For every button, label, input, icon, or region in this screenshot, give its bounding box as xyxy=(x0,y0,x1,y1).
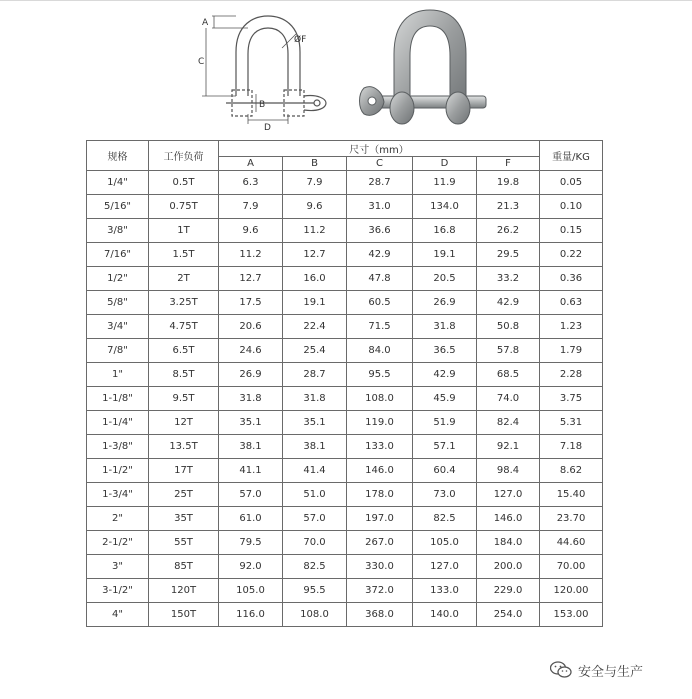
table-cell: 82.5 xyxy=(283,555,347,579)
table-cell: 47.8 xyxy=(347,267,413,291)
table-cell: 84.0 xyxy=(347,339,413,363)
table-cell: 9.6 xyxy=(219,219,283,243)
table-cell: 38.1 xyxy=(283,435,347,459)
table-cell: 11.9 xyxy=(413,171,477,195)
table-cell: 127.0 xyxy=(413,555,477,579)
table-cell: 1-3/8" xyxy=(87,435,149,459)
table-cell: 1.5T xyxy=(149,243,219,267)
table-cell: 7.9 xyxy=(219,195,283,219)
table-cell: 3.75 xyxy=(540,387,603,411)
table-body xyxy=(87,171,603,627)
header-load: 工作负荷 xyxy=(149,141,219,171)
table-row xyxy=(87,387,603,411)
shackle-diagram xyxy=(196,4,346,134)
header-size: 尺寸（mm） xyxy=(219,141,540,157)
table-cell: 0.36 xyxy=(540,267,603,291)
table-cell: 29.5 xyxy=(477,243,540,267)
table-cell: 50.8 xyxy=(477,315,540,339)
table-cell: 71.5 xyxy=(347,315,413,339)
table-cell: 25.4 xyxy=(283,339,347,363)
table-cell: 2.28 xyxy=(540,363,603,387)
table-row xyxy=(87,507,603,531)
top-divider xyxy=(0,0,692,1)
table-cell: 133.0 xyxy=(413,579,477,603)
table-row xyxy=(87,459,603,483)
table-cell: 7.9 xyxy=(283,171,347,195)
table-cell: 200.0 xyxy=(477,555,540,579)
table-cell: 74.0 xyxy=(477,387,540,411)
table-cell: 51.9 xyxy=(413,411,477,435)
table-cell: 267.0 xyxy=(347,531,413,555)
table-cell: 35.1 xyxy=(219,411,283,435)
table-cell: 31.8 xyxy=(413,315,477,339)
table-cell: 140.0 xyxy=(413,603,477,627)
table-cell: 36.6 xyxy=(347,219,413,243)
table-cell: 127.0 xyxy=(477,483,540,507)
table-cell: 108.0 xyxy=(283,603,347,627)
table-cell: 41.1 xyxy=(219,459,283,483)
table-cell: 7/8" xyxy=(87,339,149,363)
table-cell: 4.75T xyxy=(149,315,219,339)
table-cell: 60.5 xyxy=(347,291,413,315)
table-cell: 3/4" xyxy=(87,315,149,339)
table-cell: 3-1/2" xyxy=(87,579,149,603)
table-cell: 7/16" xyxy=(87,243,149,267)
table-cell: 35T xyxy=(149,507,219,531)
table-cell: 20.6 xyxy=(219,315,283,339)
table-cell: 57.0 xyxy=(283,507,347,531)
table-cell: 92.0 xyxy=(219,555,283,579)
table-cell: 5/16" xyxy=(87,195,149,219)
dim-a-label: A xyxy=(202,18,209,28)
table-cell: 13.5T xyxy=(149,435,219,459)
table-cell: 11.2 xyxy=(219,243,283,267)
table-cell: 3/8" xyxy=(87,219,149,243)
table-cell: 68.5 xyxy=(477,363,540,387)
table-cell: 95.5 xyxy=(347,363,413,387)
table-row xyxy=(87,267,603,291)
table-cell: 2-1/2" xyxy=(87,531,149,555)
table-row xyxy=(87,603,603,627)
table-cell: 17.5 xyxy=(219,291,283,315)
table-cell: 0.05 xyxy=(540,171,603,195)
table-cell: 31.8 xyxy=(219,387,283,411)
table-cell: 4" xyxy=(87,603,149,627)
table-cell: 42.9 xyxy=(477,291,540,315)
table-cell: 51.0 xyxy=(283,483,347,507)
table-cell: 146.0 xyxy=(477,507,540,531)
table-cell: 45.9 xyxy=(413,387,477,411)
table-cell: 22.4 xyxy=(283,315,347,339)
table-cell: 79.5 xyxy=(219,531,283,555)
table-cell: 2" xyxy=(87,507,149,531)
table-cell: 19.1 xyxy=(283,291,347,315)
table-cell: 16.8 xyxy=(413,219,477,243)
table-cell: 55T xyxy=(149,531,219,555)
header-col-b: B xyxy=(283,157,347,171)
table-cell: 17T xyxy=(149,459,219,483)
table-row xyxy=(87,219,603,243)
table-cell: 70.00 xyxy=(540,555,603,579)
table-cell: 178.0 xyxy=(347,483,413,507)
table-cell: 146.0 xyxy=(347,459,413,483)
table-row xyxy=(87,243,603,267)
table-cell: 184.0 xyxy=(477,531,540,555)
table-cell: 57.8 xyxy=(477,339,540,363)
table-cell: 35.1 xyxy=(283,411,347,435)
table-cell: 1/2" xyxy=(87,267,149,291)
table-cell: 1-1/2" xyxy=(87,459,149,483)
table-cell: 82.4 xyxy=(477,411,540,435)
table-cell: 254.0 xyxy=(477,603,540,627)
table-cell: 70.0 xyxy=(283,531,347,555)
table-cell: 3.25T xyxy=(149,291,219,315)
table-cell: 330.0 xyxy=(347,555,413,579)
table-cell: 5.31 xyxy=(540,411,603,435)
table-cell: 98.4 xyxy=(477,459,540,483)
table-cell: 108.0 xyxy=(347,387,413,411)
table-row xyxy=(87,555,603,579)
table-row xyxy=(87,483,603,507)
table-cell: 31.0 xyxy=(347,195,413,219)
table-row xyxy=(87,363,603,387)
table-cell: 0.63 xyxy=(540,291,603,315)
table-cell: 9.5T xyxy=(149,387,219,411)
header-col-c: C xyxy=(347,157,413,171)
table-cell: 21.3 xyxy=(477,195,540,219)
shackle-spec-table xyxy=(86,140,603,627)
table-cell: 85T xyxy=(149,555,219,579)
table-cell: 8.62 xyxy=(540,459,603,483)
table-cell: 105.0 xyxy=(219,579,283,603)
table-row xyxy=(87,531,603,555)
table-cell: 24.6 xyxy=(219,339,283,363)
table-cell: 119.0 xyxy=(347,411,413,435)
header-col-d: D xyxy=(413,157,477,171)
header-spec: 规格 xyxy=(87,141,149,171)
table-cell: 1.23 xyxy=(540,315,603,339)
header-col-f: F xyxy=(477,157,540,171)
table-cell: 15.40 xyxy=(540,483,603,507)
table-cell: 41.4 xyxy=(283,459,347,483)
table-cell: 5/8" xyxy=(87,291,149,315)
table-cell: 12T xyxy=(149,411,219,435)
table-cell: 0.5T xyxy=(149,171,219,195)
table-cell: 31.8 xyxy=(283,387,347,411)
table-cell: 38.1 xyxy=(219,435,283,459)
table-cell: 12.7 xyxy=(219,267,283,291)
table-cell: 16.0 xyxy=(283,267,347,291)
table-cell: 28.7 xyxy=(347,171,413,195)
table-cell: 57.1 xyxy=(413,435,477,459)
table-cell: 1T xyxy=(149,219,219,243)
table-cell: 9.6 xyxy=(283,195,347,219)
table-cell: 3" xyxy=(87,555,149,579)
table-cell: 23.70 xyxy=(540,507,603,531)
table-cell: 28.7 xyxy=(283,363,347,387)
table-cell: 153.00 xyxy=(540,603,603,627)
table-cell: 229.0 xyxy=(477,579,540,603)
table-row xyxy=(87,291,603,315)
table-cell: 26.2 xyxy=(477,219,540,243)
table-cell: 8.5T xyxy=(149,363,219,387)
table-cell: 61.0 xyxy=(219,507,283,531)
table-cell: 73.0 xyxy=(413,483,477,507)
header-col-a: A xyxy=(219,157,283,171)
dim-f-label: ØF xyxy=(294,35,307,45)
table-cell: 197.0 xyxy=(347,507,413,531)
table-cell: 0.15 xyxy=(540,219,603,243)
table-cell: 42.9 xyxy=(347,243,413,267)
table-cell: 95.5 xyxy=(283,579,347,603)
table-cell: 7.18 xyxy=(540,435,603,459)
table-row xyxy=(87,315,603,339)
header-weight: 重量/KG xyxy=(540,141,603,171)
table-cell: 26.9 xyxy=(219,363,283,387)
table-cell: 33.2 xyxy=(477,267,540,291)
table-cell: 20.5 xyxy=(413,267,477,291)
table-cell: 0.10 xyxy=(540,195,603,219)
table-cell: 92.1 xyxy=(477,435,540,459)
table-row xyxy=(87,171,603,195)
dim-b-label: B xyxy=(259,100,266,110)
table-cell: 1-1/4" xyxy=(87,411,149,435)
table-cell: 19.8 xyxy=(477,171,540,195)
dim-c-label: C xyxy=(198,57,205,67)
table-cell: 42.9 xyxy=(413,363,477,387)
table-cell: 120.00 xyxy=(540,579,603,603)
table-cell: 134.0 xyxy=(413,195,477,219)
table-cell: 6.3 xyxy=(219,171,283,195)
table-cell: 1.79 xyxy=(540,339,603,363)
table-row xyxy=(87,411,603,435)
table-cell: 12.7 xyxy=(283,243,347,267)
shackle-photo xyxy=(352,4,492,134)
table-cell: 368.0 xyxy=(347,603,413,627)
table-row xyxy=(87,195,603,219)
table-cell: 6.5T xyxy=(149,339,219,363)
table-cell: 1/4" xyxy=(87,171,149,195)
table-cell: 44.60 xyxy=(540,531,603,555)
table-cell: 2T xyxy=(149,267,219,291)
table-cell: 11.2 xyxy=(283,219,347,243)
watermark xyxy=(550,658,643,682)
table-cell: 372.0 xyxy=(347,579,413,603)
table-cell: 60.4 xyxy=(413,459,477,483)
table-cell: 82.5 xyxy=(413,507,477,531)
table-cell: 1" xyxy=(87,363,149,387)
dim-d-label: D xyxy=(264,123,271,133)
table-cell: 57.0 xyxy=(219,483,283,507)
table-cell: 116.0 xyxy=(219,603,283,627)
wechat-icon xyxy=(550,661,572,679)
table-cell: 105.0 xyxy=(413,531,477,555)
watermark-text: 安全与生产 xyxy=(578,664,644,680)
table-cell: 36.5 xyxy=(413,339,477,363)
table-cell: 120T xyxy=(149,579,219,603)
table-cell: 133.0 xyxy=(347,435,413,459)
table-cell: 150T xyxy=(149,603,219,627)
table-row xyxy=(87,435,603,459)
table-cell: 0.75T xyxy=(149,195,219,219)
table-row xyxy=(87,339,603,363)
table-cell: 0.22 xyxy=(540,243,603,267)
table-cell: 19.1 xyxy=(413,243,477,267)
table-cell: 26.9 xyxy=(413,291,477,315)
table-cell: 1-1/8" xyxy=(87,387,149,411)
table-row xyxy=(87,579,603,603)
table-cell: 1-3/4" xyxy=(87,483,149,507)
table-cell: 25T xyxy=(149,483,219,507)
